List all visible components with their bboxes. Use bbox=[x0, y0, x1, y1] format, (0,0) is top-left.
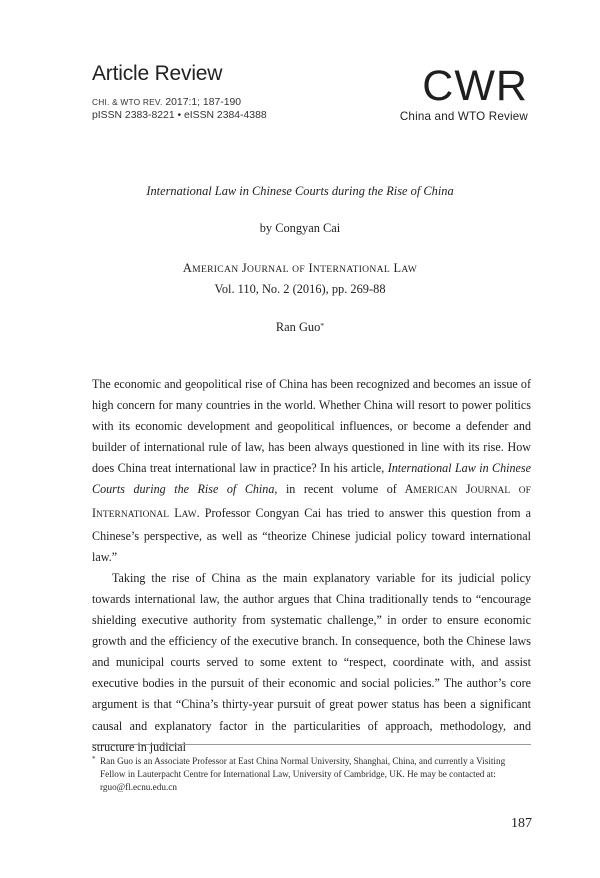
journal-word-initial: I bbox=[308, 261, 313, 275]
journal-word-initial: A bbox=[404, 482, 414, 497]
journal-word-rest: MERICAN bbox=[413, 486, 458, 497]
paragraph: Taking the rise of China as the main explanatory variable for its judicial policy towards international law, the author argues that China traditionally tends to “encourage shielding executive authority from systematic challenge,” in order to ensure economic growth and the efficiency of the executive branch. In consequence, both the Chinese laws and municipal courts served to some extent to “respect, coordinate with, and assist executive bodies in the pursuit of their economic and social policies.” The author’s core argument is that “China’s thirty-year pursuit of great power status has been a significant causal and explanatory factor in the particularities of approach, methodology, and structure in judicial bbox=[92, 570, 531, 754]
journal-word-initial: I bbox=[92, 505, 97, 520]
reviewer-text: Ran Guo bbox=[275, 320, 321, 334]
reviewer-name bbox=[0, 320, 600, 335]
journal-name bbox=[0, 261, 600, 276]
journal-word-of: OF bbox=[292, 264, 306, 275]
body-text bbox=[92, 374, 531, 758]
citation-journal-abbrev: CHI. & WTO REV. bbox=[92, 97, 163, 107]
journal-word-rest: AW bbox=[181, 509, 197, 520]
journal-word-initial: A bbox=[182, 261, 193, 275]
footnote-mark: * bbox=[92, 755, 96, 763]
journal-word-initial: J bbox=[465, 482, 471, 497]
journal-word-initial: J bbox=[241, 261, 247, 275]
footnote bbox=[92, 755, 531, 795]
paragraph-text: . Professor Congyan Cai has tried to answer this question from a Chinese’s perspective, as well as “theorize Chinese judicial policy toward international law.” bbox=[92, 505, 531, 564]
journal-word-rest: NTERNATIONAL bbox=[312, 264, 391, 275]
paragraph bbox=[92, 374, 531, 568]
byline: by Congyan Cai bbox=[259, 221, 341, 235]
journal-word-rest: AW bbox=[401, 264, 418, 275]
citation-line bbox=[92, 96, 267, 109]
footnote-text: Ran Guo is an Associate Professor at East China Normal University, Shanghai, China, and currently a Visiting Fellow in Lauterpacht Centre for International Law, University of Cambridge, UK. He may be contacted at: rguo@fl.ecnu.edu.cn bbox=[100, 756, 506, 793]
issn-line: pISSN 2383-8221 • eISSN 2384-4388 bbox=[92, 110, 267, 121]
footnote-marker: * bbox=[320, 321, 325, 330]
footnote-divider bbox=[92, 744, 531, 745]
journal-word-rest: OURNAL bbox=[470, 486, 511, 497]
cited-article-title: International Law in Chinese Courts during the Rise of China bbox=[92, 461, 531, 497]
journal-word-rest: OURNAL bbox=[246, 264, 289, 275]
header-left bbox=[92, 62, 267, 122]
journal-word-of: OF bbox=[518, 486, 531, 497]
logo-subtitle: China and WTO Review bbox=[399, 110, 528, 123]
citation-rest: 2017:1; 187-190 bbox=[165, 97, 242, 108]
volume-info: Vol. 110, No. 2 (2016), pp. 269-88 bbox=[214, 282, 386, 296]
journal-word-initial: L bbox=[174, 505, 182, 520]
journal-logo bbox=[400, 64, 528, 124]
paragraph-text: , in recent volume of bbox=[274, 482, 397, 497]
paragraph-text: The economic and geopolitical rise of China has been recognized and becomes an issue of high concern for many countries in the world. Whether China will resort to power politics with its economic development and geopolitical influences, or become a defender and builder of international rule of law, has been always questioned in line with its rise. How does China treat international law in practice? In his article, bbox=[92, 377, 531, 476]
logo-text: CWR bbox=[422, 62, 528, 110]
section-label: Article Review bbox=[92, 62, 223, 85]
journal-word-rest: NTERNATIONAL bbox=[96, 509, 170, 520]
journal-word-initial: L bbox=[393, 261, 402, 275]
journal-word-rest: MERICAN bbox=[192, 264, 239, 275]
article-title: International Law in Chinese Courts during the Rise of China bbox=[146, 184, 454, 198]
page-number: 187 bbox=[511, 816, 532, 831]
